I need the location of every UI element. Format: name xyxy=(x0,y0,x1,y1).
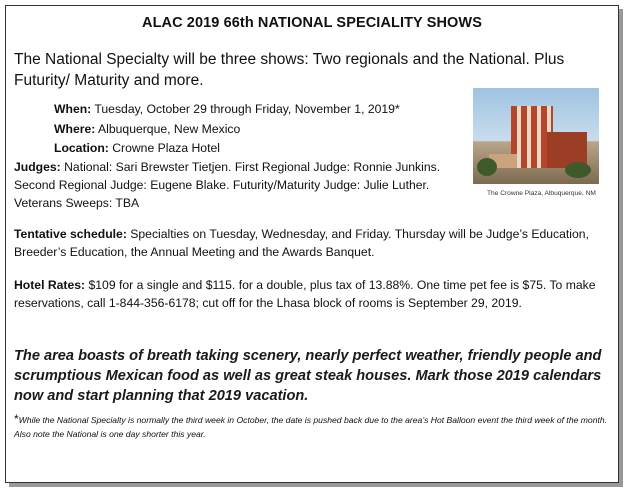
judges-text-1: National: Sari Brewster Tietjen. First Regional Judge: Ronnie Junkins. xyxy=(60,160,441,174)
location-label: Location: xyxy=(54,141,109,155)
where-label: Where: xyxy=(54,122,96,136)
footnote xyxy=(14,412,614,441)
location-line xyxy=(54,141,220,156)
announcement-box xyxy=(5,5,619,483)
schedule-text: Specialties on Tuesday, Wednesday, and Friday. Thursday will be Judge’s Education, Breeder’s Education, the Annual Meeting and the Awards Banquet. xyxy=(14,227,589,259)
rates-label: Hotel Rates: xyxy=(14,278,86,292)
page-title: ALAC 2019 66th NATIONAL SPECIALITY SHOWS xyxy=(142,15,482,31)
intro-text: The National Specialty will be three shows: Two regionals and the National. Plus Futurity/ Maturity and more. xyxy=(14,51,565,89)
photo-caption: The Crowne Plaza, Albuquerque, NM xyxy=(487,190,596,197)
when-line xyxy=(54,102,400,117)
closing-paragraph: The area boasts of breath taking scenery, nearly perfect weather, friendly people and scrumptious Mexican food as well as great steak houses. Mark those 2019 calendars now and start planning that 2019 vacation. xyxy=(14,348,602,404)
hotel-photo xyxy=(473,88,599,184)
rates-text: $109 for a single and $115. for a double, plus tax of 13.88%. One time pet fee is $75. To make reservations, call 1-844-356-6178; cut off for the Lhasa block of rooms is September 29, 2019. xyxy=(14,278,596,310)
where-value: Albuquerque, New Mexico xyxy=(95,122,241,136)
schedule-paragraph xyxy=(14,225,614,261)
judges-label: Judges: xyxy=(14,160,61,174)
rates-paragraph xyxy=(14,276,614,312)
schedule-label: Tentative schedule: xyxy=(14,227,127,241)
footnote-text: While the National Specialty is normally the third week in October, the date is pushed back due to the area’s Hot Balloon event the third week of the month. Also note the National is one day shorter this year. xyxy=(14,415,608,439)
tree-shape xyxy=(477,158,497,176)
judges-line-2: Second Regional Judge: Eugene Blake. Futurity/Maturity Judge: Julie Luther. xyxy=(14,178,430,192)
tree-shape xyxy=(565,162,591,178)
location-value: Crowne Plaza Hotel xyxy=(108,141,220,155)
when-value: Tuesday, October 29 through Friday, November 1, 2019* xyxy=(91,102,400,116)
judges-line-3: Veterans Sweeps: TBA xyxy=(14,196,140,210)
judges-line-1 xyxy=(14,160,440,175)
where-line xyxy=(54,122,240,137)
footnote-star: * xyxy=(14,412,19,426)
when-label: When: xyxy=(54,102,92,116)
